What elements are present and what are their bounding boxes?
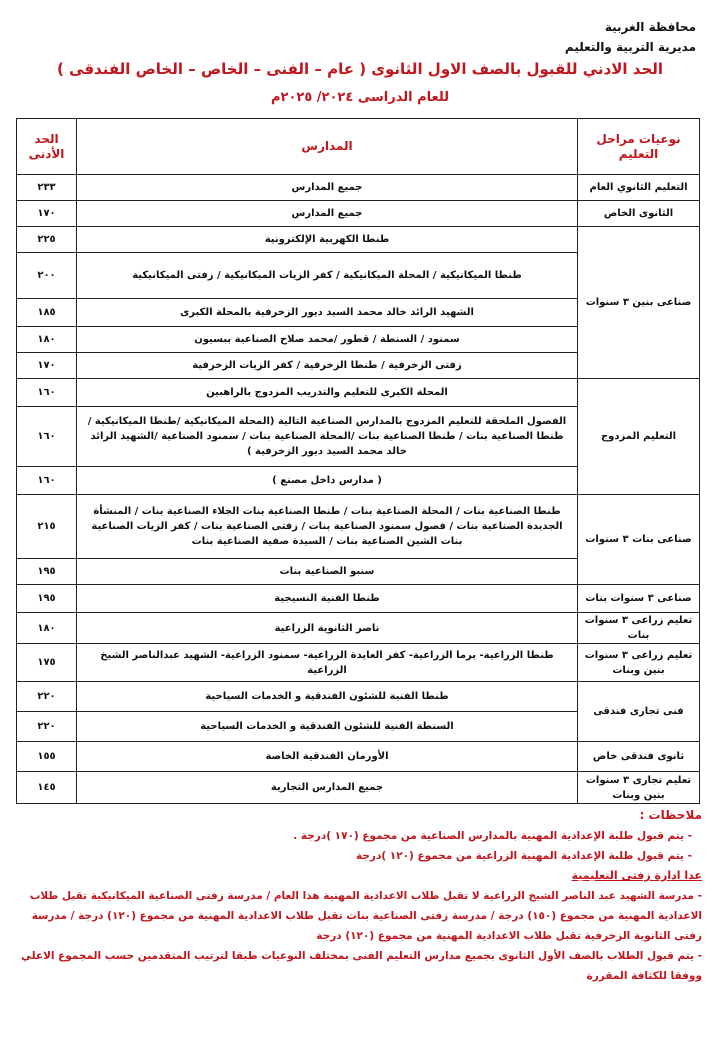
school-cell: طنطا الزراعية- برما الزراعية- كفر العايدة الزراعية- سمنود الزراعية- الشهيد عبدالناصر الشيخ الزراعية (77, 644, 578, 682)
stage-cell: صناعى بنات ٣ سنوات (578, 495, 700, 585)
admission-table (16, 118, 700, 804)
school-cell: ( مدارس داخل مصنع ) (77, 467, 578, 495)
table-row (17, 379, 700, 407)
score-cell: ٢٠٠ (17, 253, 77, 299)
table-row (17, 175, 700, 201)
school-cell: المحلة الكبرى للتعليم والتدريب المزدوج بالراهبين (77, 379, 578, 407)
school-cell: الأورمان الفندقية الخاصة (77, 742, 578, 772)
score-cell: ١٨٠ (17, 613, 77, 644)
school-cell: طنطا الميكانيكية / المحلة الميكانيكية / كفر الزيات الميكانيكية / زفتى الميكانيكية (77, 253, 578, 299)
academic-year: للعام الدراسى ٢٠٢٤/ ٢٠٢٥م (270, 90, 450, 105)
school-cell: جميع المدارس (77, 175, 578, 201)
stage-cell: فنى تجارى فندقى (578, 682, 700, 742)
score-cell: ١٧٠ (17, 201, 77, 227)
score-cell: ٢٢٠ (17, 712, 77, 742)
header-min: الحد الأدنى (17, 119, 77, 175)
score-cell: ١٦٠ (17, 379, 77, 407)
score-cell: ١٧٥ (17, 644, 77, 682)
stage-cell: التعليم المزدوج (578, 379, 700, 495)
score-cell: ١٦٠ (17, 467, 77, 495)
score-cell: ١٨٠ (17, 327, 77, 353)
stage-cell: تعليم تجارى ٣ سنوات بنين وبنات (578, 772, 700, 804)
school-cell: سنبو الصناعية بنات (77, 559, 578, 585)
zifta-note: - مدرسة الشهيد عبد الناصر الشيخ الزراعية لا تقبل طلاب الاعدادية المهنية هذا العام / مدرسة زفتى الصناعية الميكانيكية تقبل طلاب الاعدادية المهنية من مجموع (١٥٠) درجة / مدرسة زفتى الصناعية بنات تقبل طلاب الاعدادية المهنية من مجموع (١٢٠) درجة / مدرسة زفتى الثانوية الزخرفية تقبل طلاب الاعدادية المهنية من مجموع (١٢٠) درجة (29, 890, 702, 942)
score-cell: ١٨٥ (17, 299, 77, 327)
table-row (17, 644, 700, 682)
header-stage: نوعيات مراحل التعليم (578, 119, 700, 175)
stage-cell: تعليم زراعى ٣ سنوات بنين وبنات (578, 644, 700, 682)
score-cell: ١٩٥ (17, 559, 77, 585)
stage-cell: الثانوى الخاص (578, 201, 700, 227)
score-cell: ١٥٥ (17, 742, 77, 772)
stage-cell: التعليم الثانوي العام (578, 175, 700, 201)
table-row (17, 585, 700, 613)
school-cell: طنطا الكهربية الإلكترونية (77, 227, 578, 253)
page-title: الحد الادني للقبول بالصف الاول الثانوى ( عام – الفنى – الخاص – الخاص الفندقى ) (56, 60, 664, 78)
school-cell: طنطا الفنية للشئون الفندقية و الخدمات السياحية (77, 682, 578, 712)
school-cell: الشهيد الرائد خالد محمد السيد ديور الزخرفية بالمحلة الكبرى (77, 299, 578, 327)
school-cell: ناصر الثانوية الزراعية (77, 613, 578, 644)
score-cell: ٢١٥ (17, 495, 77, 559)
school-cell: طنطا الفنية النسيجية (77, 585, 578, 613)
table-row (17, 742, 700, 772)
score-cell: ١٧٠ (17, 353, 77, 379)
school-cell: السنطة الفنية للشئون الفندقية و الخدمات السياحية (77, 712, 578, 742)
school-cell: طنطا الصناعية بنات / المحلة الصناعية بنات / طنطا الصناعية بنات الجلاء الصناعية بنات / المنشأة الجديدة الصناعية بنات / فصول سمنود الصناعية بنات / زفتى الصناعية بنات / كفر الزيات الصناعية بنات الشين الصناعية بنات / السيدة صفية الصناعية بنات (77, 495, 578, 559)
table-row (17, 682, 700, 712)
school-cell: جميع المدارس (77, 201, 578, 227)
governorate-label: محافظة الغربية (604, 20, 696, 34)
zifta-note: - يتم قبول الطلاب بالصف الأول الثانوى بجميع مدارس التعليم الفنى بمختلف النوعيات طبقا لترتيب المتقدمين حسب المجموع الاعلي ووفقا للكثافة المقررة (20, 950, 702, 982)
note-item: - يتم قبول طلبة الإعدادية المهنية الزراعية من مجموع (١٢٠ )درجة (355, 850, 692, 862)
directorate-label: مديرية التربية والتعليم (564, 40, 696, 54)
school-cell: زفتى الزخرفية / طنطا الزخرفية / كفر الزيات الزخرفية (77, 353, 578, 379)
school-cell: الفصول الملحقة للتعليم المزدوج بالمدارس الصناعية التالية (المحلة الميكانيكية /طنطا الميكانيكية / طنطا الصناعية بنات / طنطا الصناعية بنات /المحلة الصناعية بنات / سمنود الصناعية /الشهيد الرائد خالد محمد السيد ديور الزخرفية ) (77, 407, 578, 467)
score-cell: ٢٢٠ (17, 682, 77, 712)
table-row (17, 613, 700, 644)
notes-section (12, 808, 702, 986)
table-row (17, 227, 700, 253)
stage-cell: ثانوى فندقى خاص (578, 742, 700, 772)
table-row (17, 201, 700, 227)
notes-heading: ملاحظات : (639, 808, 702, 822)
score-cell: ١٩٥ (17, 585, 77, 613)
score-cell: ٢٢٥ (17, 227, 77, 253)
score-cell: ١٤٥ (17, 772, 77, 804)
header-schools: المدارس (77, 119, 578, 175)
school-cell: جميع المدارس التجارية (77, 772, 578, 804)
score-cell: ١٦٠ (17, 407, 77, 467)
school-cell: سمنود / السنطة / قطور /محمد صلاح الصناعية ببسيون (77, 327, 578, 353)
table-row (17, 495, 700, 559)
table-header-row (17, 119, 700, 175)
note-item: - يتم قبول طلبة الإعدادية المهنية بالمدارس الصناعية من مجموع (١٧٠ )درجة . (293, 830, 692, 842)
stage-cell: صناعى ٣ سنوات بنات (578, 585, 700, 613)
table-row (17, 772, 700, 804)
stage-cell: تعليم زراعى ٣ سنوات بنات (578, 613, 700, 644)
score-cell: ٢٣٣ (17, 175, 77, 201)
zifta-heading: عدا ادارة زفتى التعليمية (571, 869, 702, 882)
stage-cell: صناعى بنين ٣ سنوات (578, 227, 700, 379)
